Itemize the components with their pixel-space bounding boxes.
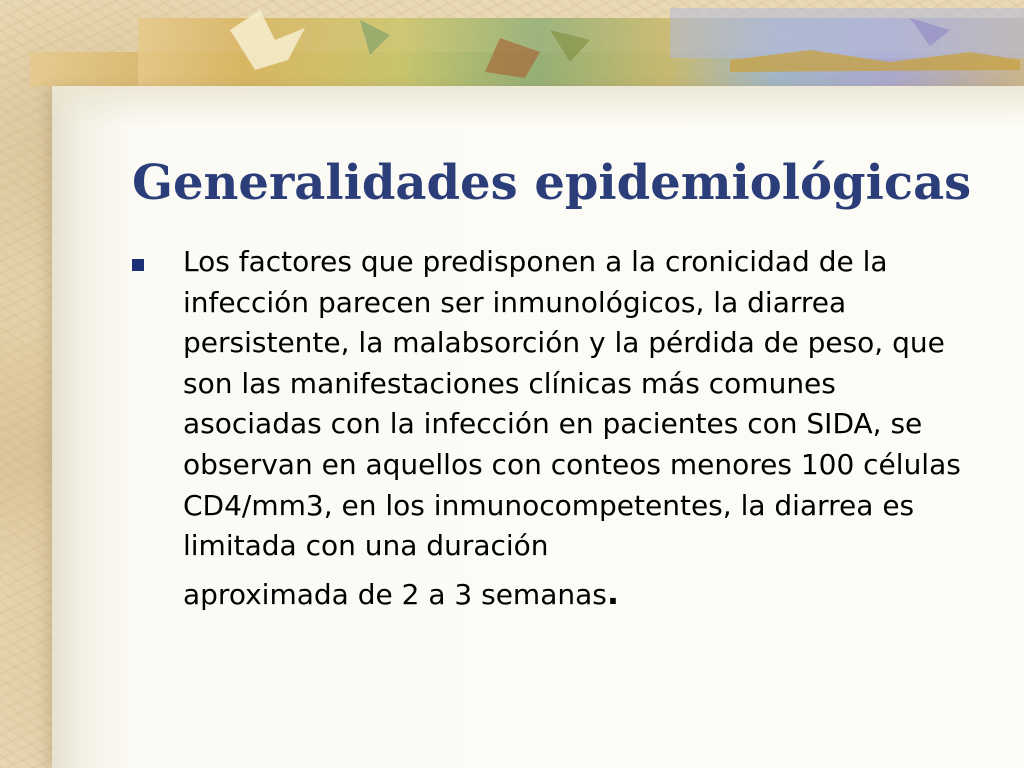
bullet-list xyxy=(130,242,990,621)
decorative-leaf-banner xyxy=(30,0,1024,92)
bullet-text: Los factores que predisponen a la cronicidad de la infección parecen ser inmunológicos, la diarrea persistente, la malabsorción y la pérdida de peso, que son las manifestaciones clínicas más comunes asociadas con la infección en pacientes con SIDA, se observan en aquellos con conteos menores 100 células CD4/mm3, en los inmunocompetentes, la diarrea es limitada con una duración xyxy=(183,245,961,563)
slide-title: Generalidades epidemiológicas xyxy=(132,155,972,211)
bullet-tail-text: aproximada de 2 a 3 semanas xyxy=(183,577,607,611)
bullet-tail-punctuation: . xyxy=(606,573,619,612)
square-bullet-icon xyxy=(132,259,144,271)
panel-top-shadow xyxy=(52,86,1024,126)
bullet-item xyxy=(130,242,990,621)
bullet-text-tail xyxy=(183,573,619,612)
